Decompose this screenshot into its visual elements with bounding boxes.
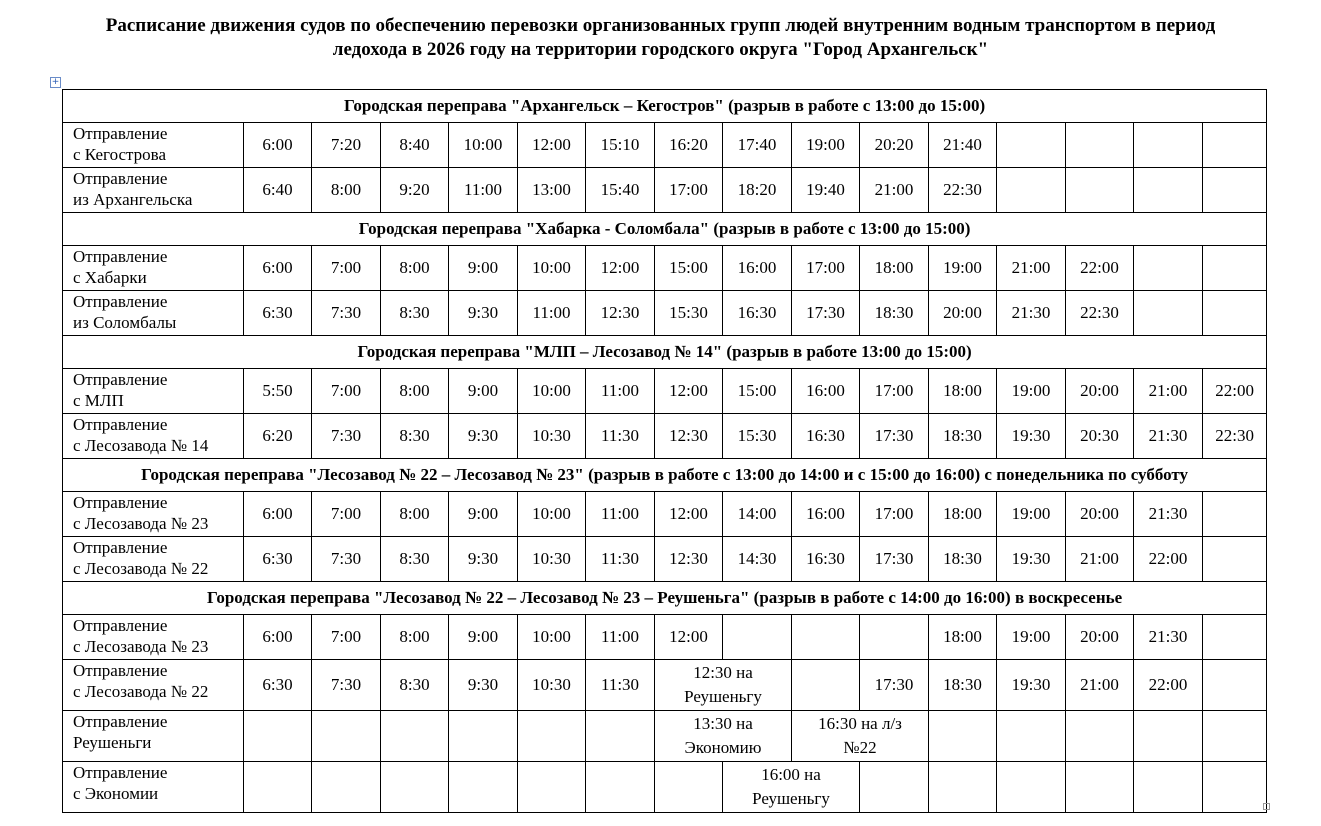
time-cell: 19:00 [997, 492, 1066, 537]
time-cell: 10:30 [518, 414, 586, 459]
empty-cell [381, 762, 449, 813]
note-line-2: Реушеньгу [752, 789, 830, 808]
time-cell: 18:20 [723, 168, 792, 213]
time-cell: 18:00 [929, 369, 997, 414]
empty-cell [1066, 762, 1134, 813]
time-cell: 17:40 [723, 123, 792, 168]
empty-cell [312, 711, 381, 762]
schedule-row [63, 492, 1267, 537]
empty-cell [518, 711, 586, 762]
time-cell [1203, 615, 1267, 660]
schedule-row [63, 369, 1267, 414]
row-label [63, 537, 244, 582]
row-label [63, 246, 244, 291]
time-cell: 8:00 [312, 168, 381, 213]
note-line-1: 16:00 на [761, 765, 821, 784]
empty-cell [997, 762, 1066, 813]
time-cell: 15:00 [723, 369, 792, 414]
time-cell: 22:00 [1134, 537, 1203, 582]
note-cell [723, 762, 860, 813]
row-label [63, 414, 244, 459]
time-cell: 18:00 [860, 246, 929, 291]
empty-cell [655, 762, 723, 813]
time-cell: 17:30 [792, 291, 860, 336]
time-cell [792, 615, 860, 660]
row-label [63, 369, 244, 414]
time-cell: 22:00 [1066, 246, 1134, 291]
table-move-handle-icon[interactable]: + [51, 77, 60, 87]
row-label-line-1: Отправление [73, 616, 168, 635]
time-cell: 8:30 [381, 660, 449, 711]
section-heading-row [63, 582, 1267, 615]
time-cell: 11:00 [586, 615, 655, 660]
note-line-2: №22 [843, 738, 877, 757]
time-cell: 12:00 [655, 492, 723, 537]
row-label-line-1: Отправление [73, 370, 168, 389]
empty-cell [1066, 711, 1134, 762]
time-cell: 11:00 [518, 291, 586, 336]
time-cell: 16:30 [792, 414, 860, 459]
row-label [63, 291, 244, 336]
title-line-2: ледохода в 2026 году на территории городского округа "Город Архангельск" [332, 39, 989, 60]
time-cell: 20:00 [1066, 615, 1134, 660]
empty-cell [586, 762, 655, 813]
time-cell: 7:00 [312, 615, 381, 660]
time-cell: 15:30 [655, 291, 723, 336]
row-label [63, 711, 244, 762]
section-heading: Городская переправа "Архангельск – Кегостров" (разрыв в работе с 13:00 до 15:00) [63, 90, 1267, 123]
time-cell [1203, 123, 1267, 168]
time-cell: 12:30 [655, 414, 723, 459]
row-label [63, 660, 244, 711]
time-cell: 21:40 [929, 123, 997, 168]
schedule-row [63, 660, 1267, 711]
time-cell: 9:30 [449, 291, 518, 336]
time-cell: 17:30 [860, 537, 929, 582]
time-cell: 7:30 [312, 414, 381, 459]
schedule-row [63, 123, 1267, 168]
empty-cell [860, 762, 929, 813]
time-cell: 18:30 [929, 537, 997, 582]
note-line-1: 12:30 на [693, 663, 753, 682]
time-cell: 9:30 [449, 537, 518, 582]
time-cell [1203, 168, 1267, 213]
time-cell: 22:30 [929, 168, 997, 213]
time-cell: 14:30 [723, 537, 792, 582]
time-cell: 16:30 [792, 537, 860, 582]
time-cell: 10:00 [518, 246, 586, 291]
schedule-row [63, 414, 1267, 459]
time-cell: 9:00 [449, 246, 518, 291]
time-cell [1134, 123, 1203, 168]
time-cell [1066, 168, 1134, 213]
section-heading: Городская переправа "МЛП – Лесозавод № 14" (разрыв в работе 13:00 до 15:00) [63, 336, 1267, 369]
row-label-line-1: Отправление [73, 493, 168, 512]
time-cell: 11:30 [586, 537, 655, 582]
note-cell [655, 711, 792, 762]
empty-cell [929, 762, 997, 813]
time-cell [723, 615, 792, 660]
time-cell: 12:30 [586, 291, 655, 336]
time-cell: 10:00 [518, 615, 586, 660]
time-cell: 18:00 [929, 615, 997, 660]
row-label-line-1: Отправление [73, 124, 168, 143]
section-heading: Городская переправа "Лесозавод № 22 – Лесозавод № 23 – Реушеньга" (разрыв в работе с 14:00 до 16:00) в воскресенье [63, 582, 1267, 615]
time-cell: 21:00 [997, 246, 1066, 291]
time-cell: 7:20 [312, 123, 381, 168]
time-cell: 18:00 [929, 492, 997, 537]
time-cell: 6:30 [244, 660, 312, 711]
time-cell: 6:00 [244, 246, 312, 291]
time-cell: 21:30 [1134, 615, 1203, 660]
row-label-line-1: Отправление [73, 169, 168, 188]
time-cell: 20:00 [929, 291, 997, 336]
row-label-line-2: с Лесозавода № 23 [73, 637, 209, 656]
time-cell: 10:30 [518, 660, 586, 711]
schedule-row [63, 615, 1267, 660]
note-line-1: 16:30 на л/з [818, 714, 902, 733]
time-cell [1134, 246, 1203, 291]
time-cell: 11:00 [586, 369, 655, 414]
row-label-line-1: Отправление [73, 247, 168, 266]
time-cell: 6:40 [244, 168, 312, 213]
time-cell [1066, 123, 1134, 168]
schedule-row [63, 246, 1267, 291]
time-cell: 17:00 [792, 246, 860, 291]
time-cell: 8:00 [381, 369, 449, 414]
time-cell: 20:00 [1066, 369, 1134, 414]
schedule-row [63, 168, 1267, 213]
time-cell: 20:20 [860, 123, 929, 168]
time-cell: 20:30 [1066, 414, 1134, 459]
time-cell [860, 615, 929, 660]
time-cell: 17:30 [860, 660, 929, 711]
time-cell: 12:00 [586, 246, 655, 291]
empty-cell [312, 762, 381, 813]
time-cell: 9:30 [449, 660, 518, 711]
time-cell: 8:40 [381, 123, 449, 168]
time-cell: 10:00 [449, 123, 518, 168]
time-cell: 8:00 [381, 246, 449, 291]
row-label-line-2: с Экономии [73, 784, 159, 803]
time-cell: 14:00 [723, 492, 792, 537]
row-label-line-1: Отправление [73, 415, 168, 434]
note-line-2: Экономию [684, 738, 762, 757]
time-cell [997, 123, 1066, 168]
time-cell: 13:00 [518, 168, 586, 213]
time-cell: 22:30 [1066, 291, 1134, 336]
time-cell: 15:40 [586, 168, 655, 213]
empty-cell [929, 711, 997, 762]
row-label [63, 168, 244, 213]
time-cell: 22:00 [1134, 660, 1203, 711]
time-cell: 22:30 [1203, 414, 1267, 459]
time-cell: 10:30 [518, 537, 586, 582]
note-line-1: 13:30 на [693, 714, 753, 733]
time-cell: 9:00 [449, 615, 518, 660]
time-cell: 6:30 [244, 291, 312, 336]
empty-cell [1134, 711, 1203, 762]
time-cell: 5:50 [244, 369, 312, 414]
schedule-row [63, 711, 1267, 762]
row-label-line-2: Реушеньги [73, 733, 152, 752]
schedule-table [62, 89, 1267, 813]
row-label [63, 762, 244, 813]
time-cell: 21:00 [1066, 660, 1134, 711]
row-label-line-2: с Лесозавода № 22 [73, 682, 209, 701]
row-label-line-1: Отправление [73, 763, 168, 782]
time-cell: 9:00 [449, 369, 518, 414]
time-cell: 16:00 [723, 246, 792, 291]
time-cell: 21:30 [997, 291, 1066, 336]
time-cell: 10:00 [518, 492, 586, 537]
time-cell: 11:00 [449, 168, 518, 213]
empty-cell [518, 762, 586, 813]
time-cell: 9:20 [381, 168, 449, 213]
time-cell: 19:30 [997, 537, 1066, 582]
time-cell: 19:00 [997, 615, 1066, 660]
time-cell: 21:30 [1134, 492, 1203, 537]
time-cell: 17:00 [655, 168, 723, 213]
time-cell: 19:00 [997, 369, 1066, 414]
time-cell [997, 168, 1066, 213]
empty-cell [792, 660, 860, 711]
time-cell: 15:00 [655, 246, 723, 291]
time-cell [1134, 168, 1203, 213]
time-cell: 16:00 [792, 492, 860, 537]
empty-cell [244, 762, 312, 813]
time-cell: 12:00 [655, 369, 723, 414]
time-cell: 8:00 [381, 492, 449, 537]
time-cell: 9:30 [449, 414, 518, 459]
time-cell: 7:30 [312, 660, 381, 711]
time-cell: 6:20 [244, 414, 312, 459]
time-cell: 21:00 [860, 168, 929, 213]
note-line-2: Реушеньгу [684, 687, 762, 706]
empty-cell [244, 711, 312, 762]
time-cell: 19:30 [997, 414, 1066, 459]
time-cell [1203, 291, 1267, 336]
schedule-row [63, 537, 1267, 582]
time-cell: 16:30 [723, 291, 792, 336]
time-cell: 9:00 [449, 492, 518, 537]
schedule-row [63, 291, 1267, 336]
row-label-line-2: из Архангельска [73, 190, 193, 209]
time-cell: 16:20 [655, 123, 723, 168]
empty-cell [997, 711, 1066, 762]
row-label-line-1: Отправление [73, 538, 168, 557]
row-label-line-2: с Лесозавода № 14 [73, 436, 209, 455]
time-cell: 17:00 [860, 492, 929, 537]
row-label-line-2: из Соломбалы [73, 313, 177, 332]
time-cell: 6:30 [244, 537, 312, 582]
title-line-1: Расписание движения судов по обеспечению перевозки организованных групп людей внутренним водным транспортом в период [105, 15, 1216, 36]
time-cell: 15:10 [586, 123, 655, 168]
empty-cell [1203, 660, 1267, 711]
row-label [63, 615, 244, 660]
time-cell: 6:00 [244, 615, 312, 660]
empty-cell [1134, 762, 1203, 813]
row-label [63, 492, 244, 537]
time-cell [1203, 246, 1267, 291]
schedule-row [63, 762, 1267, 813]
time-cell: 11:30 [586, 414, 655, 459]
note-cell [792, 711, 929, 762]
empty-cell [1203, 711, 1267, 762]
time-cell: 11:30 [586, 660, 655, 711]
time-cell: 18:30 [860, 291, 929, 336]
section-heading: Городская переправа "Лесозавод № 22 – Лесозавод № 23" (разрыв в работе с 13:00 до 14:00 и с 15:00 до 16:00) с понедельника по субботу [63, 459, 1267, 492]
time-cell: 7:30 [312, 537, 381, 582]
time-cell [1203, 537, 1267, 582]
section-heading-row [63, 459, 1267, 492]
time-cell: 19:40 [792, 168, 860, 213]
time-cell: 12:00 [655, 615, 723, 660]
row-label-line-1: Отправление [73, 292, 168, 311]
time-cell: 6:00 [244, 492, 312, 537]
time-cell: 10:00 [518, 369, 586, 414]
time-cell: 17:30 [860, 414, 929, 459]
row-label-line-1: Отправление [73, 661, 168, 680]
time-cell: 19:00 [792, 123, 860, 168]
row-label-line-2: с МЛП [73, 391, 124, 410]
time-cell: 8:30 [381, 414, 449, 459]
empty-cell [381, 711, 449, 762]
row-label-line-2: с Хабарки [73, 268, 147, 287]
empty-cell [449, 762, 518, 813]
row-label-line-2: с Лесозавода № 22 [73, 559, 209, 578]
time-cell: 21:00 [1066, 537, 1134, 582]
empty-cell [1203, 762, 1267, 813]
time-cell: 12:30 [655, 537, 723, 582]
time-cell: 11:00 [586, 492, 655, 537]
empty-cell [586, 711, 655, 762]
time-cell: 7:30 [312, 291, 381, 336]
time-cell [1203, 492, 1267, 537]
empty-cell [449, 711, 518, 762]
section-heading-row [63, 336, 1267, 369]
section-heading-row [63, 213, 1267, 246]
time-cell: 20:00 [1066, 492, 1134, 537]
time-cell: 21:00 [1134, 369, 1203, 414]
time-cell [1134, 291, 1203, 336]
time-cell: 6:00 [244, 123, 312, 168]
time-cell: 19:00 [929, 246, 997, 291]
time-cell: 8:30 [381, 537, 449, 582]
row-label-line-2: с Лесозавода № 23 [73, 514, 209, 533]
time-cell: 16:00 [792, 369, 860, 414]
time-cell: 22:00 [1203, 369, 1267, 414]
row-label-line-2: с Кегострова [73, 145, 167, 164]
time-cell: 19:30 [997, 660, 1066, 711]
time-cell: 7:00 [312, 246, 381, 291]
time-cell: 8:00 [381, 615, 449, 660]
time-cell: 18:30 [929, 414, 997, 459]
time-cell: 18:30 [929, 660, 997, 711]
section-heading: Городская переправа "Хабарка - Соломбала" (разрыв в работе с 13:00 до 15:00) [63, 213, 1267, 246]
time-cell: 15:30 [723, 414, 792, 459]
document-title [0, 14, 1321, 62]
time-cell: 8:30 [381, 291, 449, 336]
time-cell: 7:00 [312, 369, 381, 414]
time-cell: 21:30 [1134, 414, 1203, 459]
row-label-line-1: Отправление [73, 712, 168, 731]
time-cell: 7:00 [312, 492, 381, 537]
table-resize-handle[interactable] [1263, 803, 1270, 810]
note-cell [655, 660, 792, 711]
row-label [63, 123, 244, 168]
time-cell: 12:00 [518, 123, 586, 168]
section-heading-row [63, 90, 1267, 123]
time-cell: 17:00 [860, 369, 929, 414]
